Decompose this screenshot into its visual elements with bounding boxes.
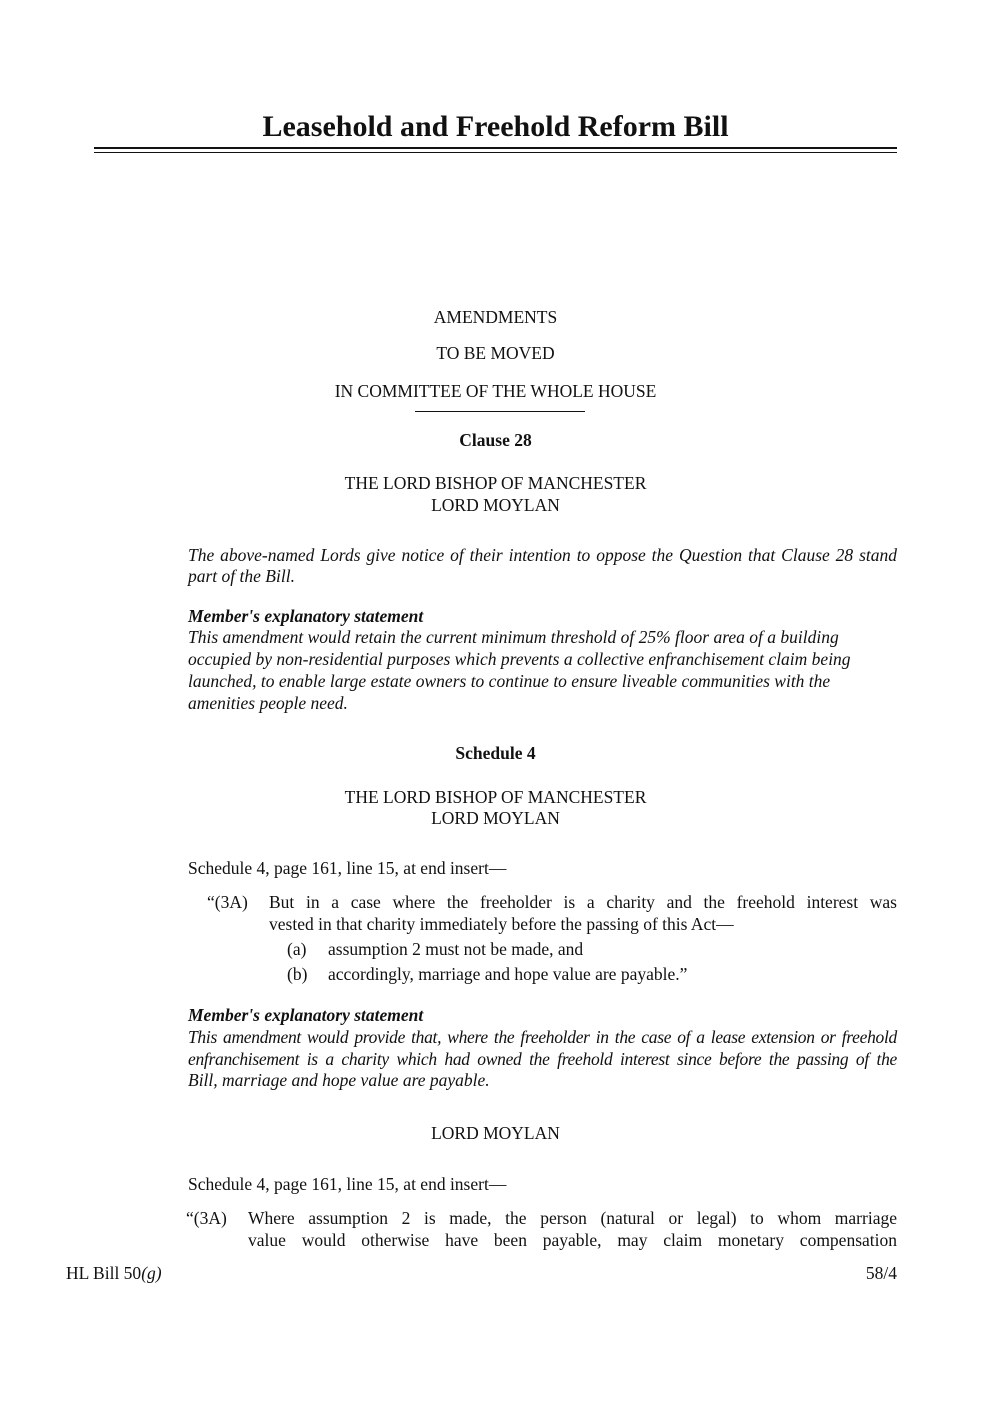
- statement-text: This amendment would provide that, where the freeholder in the case of a lease extension or freehold: [188, 1027, 897, 1047]
- subsection-text: Where assumption 2 is made, the person (natural or legal) to whom marriage: [248, 1208, 897, 1228]
- statement-text: This amendment would retain the current minimum threshold of 25% floor area of a building: [188, 627, 839, 647]
- document-title: Leasehold and Freehold Reform Bill: [262, 110, 729, 143]
- statement-text: launched, to enable large estate owners to continue to ensure liveable communities with the: [188, 671, 831, 691]
- sponsor: LORD MOYLAN: [431, 495, 560, 515]
- item-text: accordingly, marriage and hope value are payable.”: [328, 964, 688, 984]
- section-title-schedule-4: Schedule 4: [455, 743, 536, 763]
- notice-text: The above-named Lords give notice of their intention to oppose the Question that Clause 28 stand: [188, 545, 897, 565]
- heading-committee: IN COMMITTEE OF THE WHOLE HOUSE: [334, 381, 657, 401]
- item-label: (a): [287, 939, 307, 959]
- title-rule-top: [94, 147, 897, 149]
- bill-reference: [66, 1263, 162, 1283]
- sponsor: THE LORD BISHOP OF MANCHESTER: [344, 787, 647, 807]
- item-text: assumption 2 must not be made, and: [328, 939, 584, 959]
- heading-rule: [415, 411, 585, 412]
- bill-ref-suffix: (g): [141, 1263, 162, 1283]
- subsection-label: “(3A): [186, 1208, 227, 1228]
- page-number: 58/4: [865, 1263, 897, 1283]
- bill-ref-number: HL Bill 50: [66, 1263, 142, 1283]
- heading-amendments: AMENDMENTS: [433, 307, 558, 327]
- amendment-instruction: Schedule 4, page 161, line 15, at end insert—: [188, 1174, 507, 1194]
- statement-text: amenities people need.: [188, 693, 348, 713]
- subsection-text: value would otherwise have been payable, may claim monetary compensation: [248, 1230, 897, 1250]
- section-title-clause-28: Clause 28: [459, 430, 532, 450]
- sponsor: THE LORD BISHOP OF MANCHESTER: [344, 473, 647, 493]
- statement-heading: Member's explanatory statement: [188, 1005, 424, 1025]
- sponsor: LORD MOYLAN: [431, 808, 560, 828]
- subsection-label: “(3A): [207, 892, 248, 912]
- heading-to-be-moved: TO BE MOVED: [436, 343, 555, 363]
- statement-text: enfranchisement is a charity which had owned the freehold interest since before the passing of the: [188, 1049, 897, 1069]
- item-label: (b): [287, 964, 308, 984]
- statement-text: occupied by non-residential purposes which prevents a collective enfranchisement claim being: [188, 649, 851, 669]
- statement-text: Bill, marriage and hope value are payable.: [188, 1070, 490, 1090]
- subsection-text: But in a case where the freeholder is a charity and the freehold interest was: [269, 892, 897, 912]
- notice-text: part of the Bill.: [188, 566, 295, 586]
- amendment-instruction: Schedule 4, page 161, line 15, at end insert—: [188, 858, 507, 878]
- sponsor: LORD MOYLAN: [431, 1123, 560, 1143]
- title-rule-bottom: [94, 152, 897, 153]
- subsection-text: vested in that charity immediately before the passing of this Act—: [269, 914, 734, 934]
- statement-heading: Member's explanatory statement: [188, 606, 424, 626]
